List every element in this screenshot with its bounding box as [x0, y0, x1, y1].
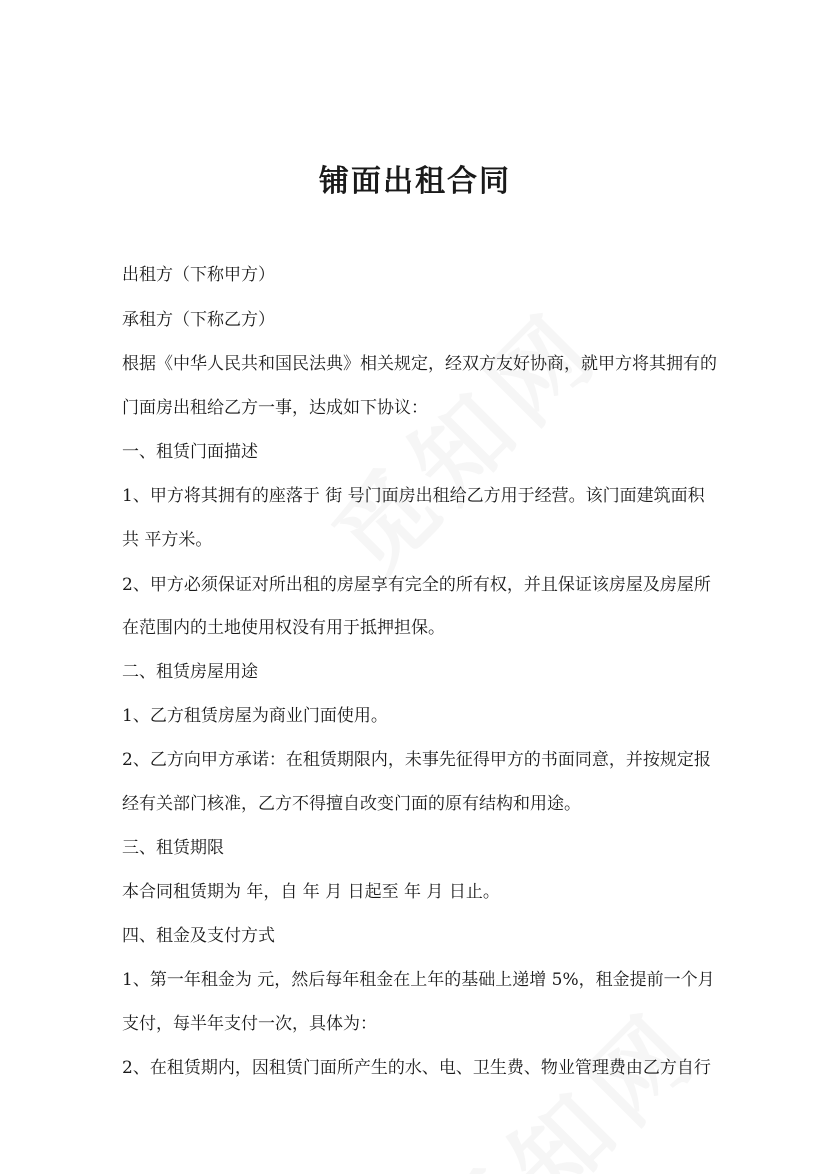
paragraph-line: 经有关部门核准，乙方不得擅自改变门面的原有结构和用途。	[122, 794, 581, 814]
party-a-line: 出租方（下称甲方）	[122, 265, 275, 285]
paragraph-line: 2、在租赁期内，因租赁门面所产生的水、电、卫生费、物业管理费由乙方自行	[122, 1058, 711, 1078]
section-heading: 四、租金及支付方式	[122, 926, 275, 946]
document-title: 铺面出租合同	[319, 164, 511, 199]
section-heading: 二、租赁房屋用途	[122, 662, 258, 682]
paragraph-line: 在范围内的土地使用权没有用于抵押担保。	[122, 618, 445, 638]
paragraph-line: 1、第一年租金为 元，然后每年租金在上年的基础上递增 5%，租金提前一个月	[122, 970, 715, 990]
paragraph-line: 2、甲方必须保证对所出租的房屋享有完全的所有权，并且保证该房屋及房屋所	[122, 575, 711, 595]
section-heading: 一、租赁门面描述	[122, 442, 258, 462]
section-heading: 三、租赁期限	[122, 838, 224, 858]
paragraph-line: 门面房出租给乙方一事，达成如下协议：	[122, 398, 428, 418]
paragraph-line: 共 平方米。	[122, 530, 213, 550]
paragraph-line: 1、乙方租赁房屋为商业门面使用。	[122, 706, 388, 726]
paragraph-line: 本合同租赁期为 年，自 年 月 日起至 年 月 日止。	[122, 882, 500, 902]
party-b-line: 承租方（下称乙方）	[122, 310, 275, 330]
paragraph-line: 1、甲方将其拥有的座落于 街 号门面房出租给乙方用于经营。该门面建筑面积	[122, 486, 705, 506]
paragraph-line: 2、乙方向甲方承诺：在租赁期限内，未事先征得甲方的书面同意，并按规定报	[122, 750, 711, 770]
paragraph-line: 支付，每半年支付一次，具体为：	[122, 1014, 377, 1034]
paragraph-line: 根据《中华人民共和国民法典》相关规定，经双方友好协商，就甲方将其拥有的	[122, 354, 717, 374]
